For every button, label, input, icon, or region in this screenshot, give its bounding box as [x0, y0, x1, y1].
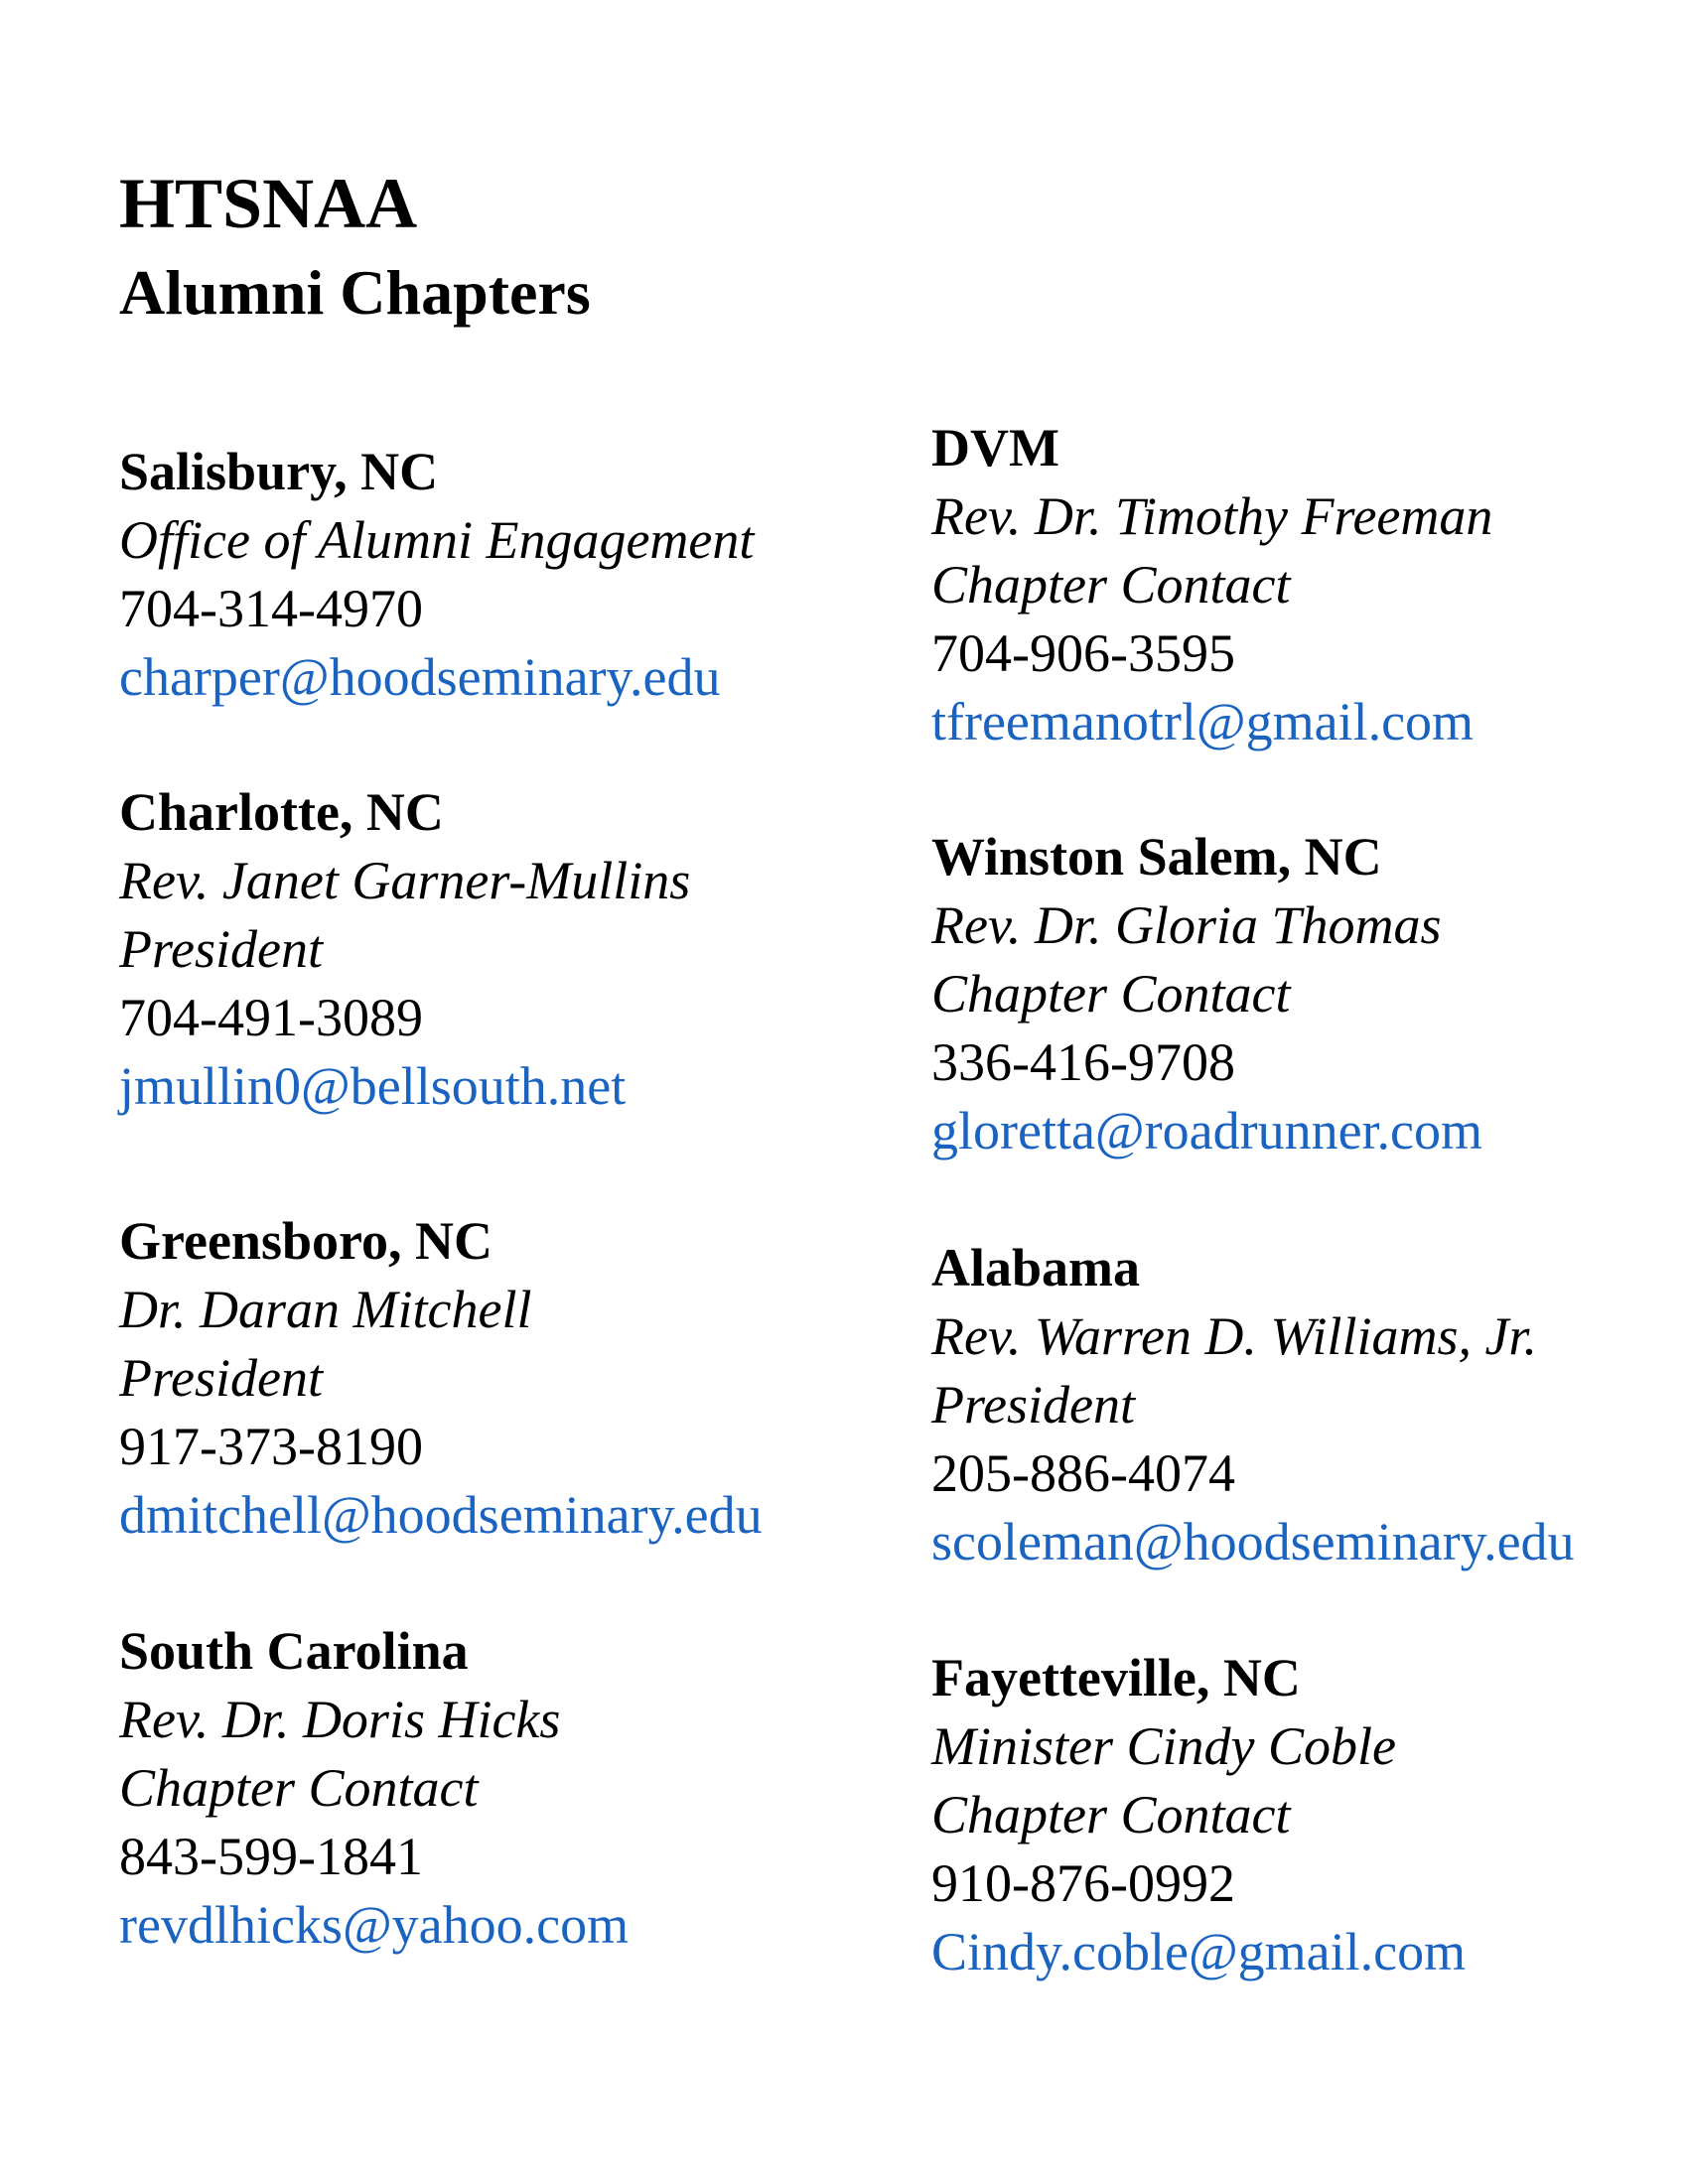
chapter-dvm: [931, 414, 1492, 756]
chapter-alabama: [931, 1234, 1575, 1576]
chapter-email-link[interactable]: dmitchell@hoodseminary.edu: [119, 1485, 763, 1545]
chapter-name: Alabama: [931, 1238, 1141, 1297]
chapter-email-link[interactable]: jmullin0@bellsouth.net: [119, 1056, 627, 1116]
chapter-role: President: [119, 1348, 323, 1408]
chapter-phone: 917-373-8190: [119, 1417, 423, 1476]
chapter-contact: Rev. Dr. Timothy Freeman: [931, 486, 1493, 546]
chapter-role: Chapter Contact: [119, 1758, 479, 1818]
chapter-phone: 336-416-9708: [931, 1032, 1235, 1092]
chapter-email-link[interactable]: tfreemanotrl@gmail.com: [931, 692, 1475, 751]
chapter-winston-salem: [931, 823, 1482, 1165]
chapter-role: Chapter Contact: [931, 1785, 1291, 1844]
chapter-contact: Dr. Daran Mitchell: [119, 1280, 532, 1339]
chapter-phone: 704-491-3089: [119, 988, 423, 1047]
chapter-phone: 910-876-0992: [931, 1853, 1235, 1913]
chapter-charlotte: [119, 778, 690, 1121]
chapter-contact: Rev. Dr. Doris Hicks: [119, 1690, 561, 1749]
chapter-phone: 843-599-1841: [119, 1827, 423, 1886]
chapter-role: Chapter Contact: [931, 555, 1291, 614]
chapter-contact: Minister Cindy Coble: [931, 1716, 1396, 1776]
chapter-contact: Rev. Dr. Gloria Thomas: [931, 895, 1442, 955]
page-title: HTSNAA: [119, 164, 418, 243]
chapter-salisbury: [119, 438, 754, 712]
chapter-role: President: [931, 1375, 1135, 1434]
chapter-phone: 704-906-3595: [931, 623, 1235, 683]
chapter-fayetteville: [931, 1644, 1466, 1986]
chapter-email-link[interactable]: Cindy.coble@gmail.com: [931, 1922, 1467, 1981]
chapter-name: DVM: [931, 418, 1059, 478]
chapter-email-link[interactable]: scoleman@hoodseminary.edu: [931, 1512, 1575, 1571]
chapter-contact: Rev. Janet Garner-Mullins: [119, 851, 691, 910]
chapter-name: Greensboro, NC: [119, 1211, 492, 1271]
chapter-name: South Carolina: [119, 1621, 469, 1681]
chapter-phone: 704-314-4970: [119, 579, 423, 638]
chapter-name: Fayetteville, NC: [931, 1648, 1301, 1707]
chapter-greensboro: [119, 1207, 763, 1550]
chapter-phone: 205-886-4074: [931, 1443, 1235, 1503]
chapter-contact: Office of Alumni Engagement: [119, 510, 755, 570]
chapter-name: Charlotte, NC: [119, 782, 444, 842]
chapter-role: President: [119, 919, 323, 979]
chapter-contact: Rev. Warren D. Williams, Jr.: [931, 1306, 1537, 1366]
chapter-email-link[interactable]: revdlhicks@yahoo.com: [119, 1895, 630, 1955]
chapter-email-link[interactable]: charper@hoodseminary.edu: [119, 647, 721, 707]
chapter-role: Chapter Contact: [931, 964, 1291, 1024]
chapter-email-link[interactable]: gloretta@roadrunner.com: [931, 1101, 1483, 1160]
page-subtitle: Alumni Chapters: [119, 257, 591, 328]
chapter-south-carolina: [119, 1617, 629, 1960]
chapter-name: Winston Salem, NC: [931, 827, 1382, 887]
chapter-name: Salisbury, NC: [119, 442, 439, 501]
